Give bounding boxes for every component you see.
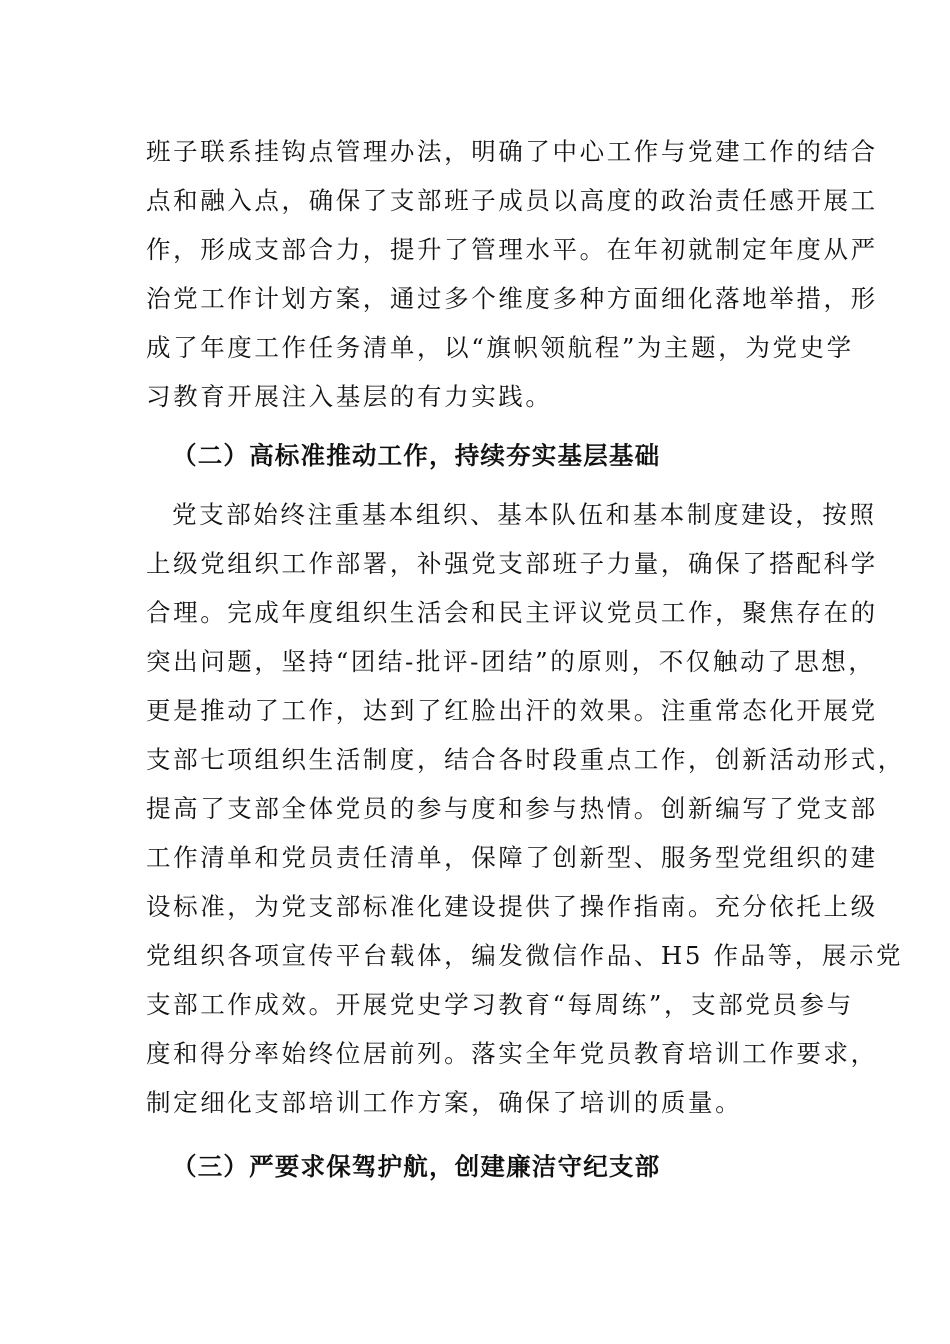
paragraph-1-line-6: 习教育开展注入基层的有力实践。 — [146, 382, 553, 411]
paragraph-2-line-12: 度和得分率始终位居前列。落实全年党员教育培训工作要求， — [146, 1039, 878, 1068]
paragraph-1-line-1: 班子联系挂钩点管理办法，明确了中心工作与党建工作的结合 — [146, 137, 878, 166]
section-heading-2: （二）高标准推动工作，持续夯实基层基础 — [172, 441, 661, 470]
paragraph-1-line-3: 作，形成支部合力，提升了管理水平。在年初就制定年度从严 — [146, 235, 878, 264]
paragraph-1-line-2: 点和融入点，确保了支部班子成员以高度的政治责任感开展工 — [146, 186, 878, 215]
paragraph-1-line-4: 治党工作计划方案，通过多个维度多种方面细化落地举措，形 — [146, 284, 878, 313]
paragraph-2-line-8: 工作清单和党员责任清单，保障了创新型、服务型党组织的建 — [146, 843, 878, 872]
paragraph-2-line-6: 支部七项组织生活制度，结合各时段重点工作，创新活动形式， — [146, 745, 905, 774]
paragraph-2-line-3: 合理。完成年度组织生活会和民主评议党员工作，聚焦存在的 — [146, 598, 878, 627]
paragraph-2-line-13: 制定细化支部培训工作方案，确保了培训的质量。 — [146, 1088, 743, 1117]
paragraph-2-line-10: 党组织各项宣传平台载体，编发微信作品、H5 作品等，展示党 — [146, 941, 904, 970]
paragraph-2-line-9: 设标准，为党支部标准化建设提供了操作指南。充分依托上级 — [146, 892, 878, 921]
paragraph-1-line-5: 成了年度工作任务清单，以“旗帜领航程”为主题，为党史学 — [146, 333, 854, 362]
paragraph-2-line-11: 支部工作成效。开展党史学习教育“每周练”，支部党员参与 — [146, 990, 854, 1019]
paragraph-2-line-2: 上级党组织工作部署，补强党支部班子力量，确保了搭配科学 — [146, 549, 878, 578]
paragraph-2-line-4: 突出问题，坚持“团结-批评-团结”的原则，不仅触动了思想， — [146, 647, 876, 676]
section-heading-3: （三）严要求保驾护航，创建廉洁守纪支部 — [172, 1152, 661, 1181]
paragraph-2-line-5: 更是推动了工作，达到了红脸出汗的效果。注重常态化开展党 — [146, 696, 878, 725]
paragraph-2-line-1: 党支部始终注重基本组织、基本队伍和基本制度建设，按照 — [172, 500, 877, 529]
paragraph-2-line-7: 提高了支部全体党员的参与度和参与热情。创新编写了党支部 — [146, 794, 878, 823]
